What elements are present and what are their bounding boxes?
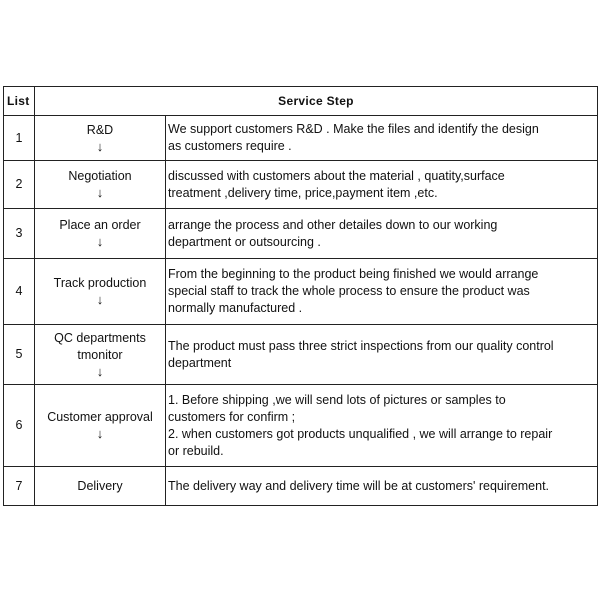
down-arrow-icon: ↓ xyxy=(96,426,104,441)
description-line: department or outsourcing . xyxy=(168,234,321,249)
description-line: arrange the process and other detailes down to our working xyxy=(168,217,498,232)
step-name: tmonitor xyxy=(77,347,123,362)
down-arrow-icon: ↓ xyxy=(96,234,104,249)
step-description xyxy=(166,385,598,467)
description-line: The product must pass three strict inspections from our quality control xyxy=(168,338,554,353)
step-description xyxy=(166,116,598,161)
step-name: Place an order xyxy=(59,218,141,232)
description-line: customers for confirm ; xyxy=(168,409,296,424)
step-name: Track production xyxy=(53,276,147,290)
description-line: We support customers R&D . Make the files and identify the design xyxy=(168,122,539,136)
service-step-table xyxy=(3,86,598,506)
step-description xyxy=(166,161,598,209)
step-description xyxy=(166,209,598,259)
table-row xyxy=(4,467,598,506)
table-row xyxy=(4,259,598,325)
step-name-cell xyxy=(35,161,166,209)
table-row xyxy=(4,161,598,209)
description-line: or rebuild. xyxy=(168,443,224,458)
table-header-row xyxy=(4,87,598,116)
description-line: normally manufactured . xyxy=(168,301,303,315)
row-number: 3 xyxy=(4,209,35,259)
step-name: QC departments xyxy=(54,330,146,345)
description-line: special staff to track the whole process to ensure the product was xyxy=(168,284,530,298)
step-name-cell xyxy=(35,385,166,467)
row-number: 5 xyxy=(4,325,35,385)
step-description xyxy=(166,325,598,385)
step-name-cell xyxy=(35,209,166,259)
step-name-cell xyxy=(35,467,166,506)
row-number: 2 xyxy=(4,161,35,209)
table-row xyxy=(4,209,598,259)
row-number: 1 xyxy=(4,116,35,161)
step-name: Negotiation xyxy=(68,169,132,183)
step-name-cell xyxy=(35,325,166,385)
description-line: department xyxy=(168,355,232,370)
down-arrow-icon: ↓ xyxy=(96,138,104,154)
step-name-cell xyxy=(35,259,166,325)
row-number: 4 xyxy=(4,259,35,325)
description-line: treatment ,delivery time, price,payment item ,etc. xyxy=(168,185,438,200)
row-number: 6 xyxy=(4,385,35,467)
description-line: as customers require . xyxy=(168,139,292,153)
service-step-column-header: Service Step xyxy=(35,87,598,116)
description-line: discussed with customers about the material , quatity,surface xyxy=(168,168,505,183)
step-name: Customer approval xyxy=(47,410,153,424)
step-name: Delivery xyxy=(77,478,123,493)
description-line: From the beginning to the product being finished we would arrange xyxy=(168,267,539,281)
description-line: 1. Before shipping ,we will send lots of pictures or samples to xyxy=(168,392,506,407)
service-step-table-wrapper xyxy=(3,86,597,506)
down-arrow-icon: ↓ xyxy=(96,185,104,200)
step-description xyxy=(166,467,598,506)
down-arrow-icon: ↓ xyxy=(96,292,104,307)
description-line: 2. when customers got products unqualified , we will arrange to repair xyxy=(168,426,553,441)
table-row xyxy=(4,116,598,161)
step-name-cell xyxy=(35,116,166,161)
table-row xyxy=(4,385,598,467)
down-arrow-icon: ↓ xyxy=(96,363,104,379)
step-name: R&D xyxy=(86,122,114,137)
row-number: 7 xyxy=(4,467,35,506)
step-description xyxy=(166,259,598,325)
list-column-header: List xyxy=(4,87,35,116)
table-row xyxy=(4,325,598,385)
description-line: The delivery way and delivery time will be at customers' requirement. xyxy=(168,478,550,493)
table-body xyxy=(4,116,598,506)
